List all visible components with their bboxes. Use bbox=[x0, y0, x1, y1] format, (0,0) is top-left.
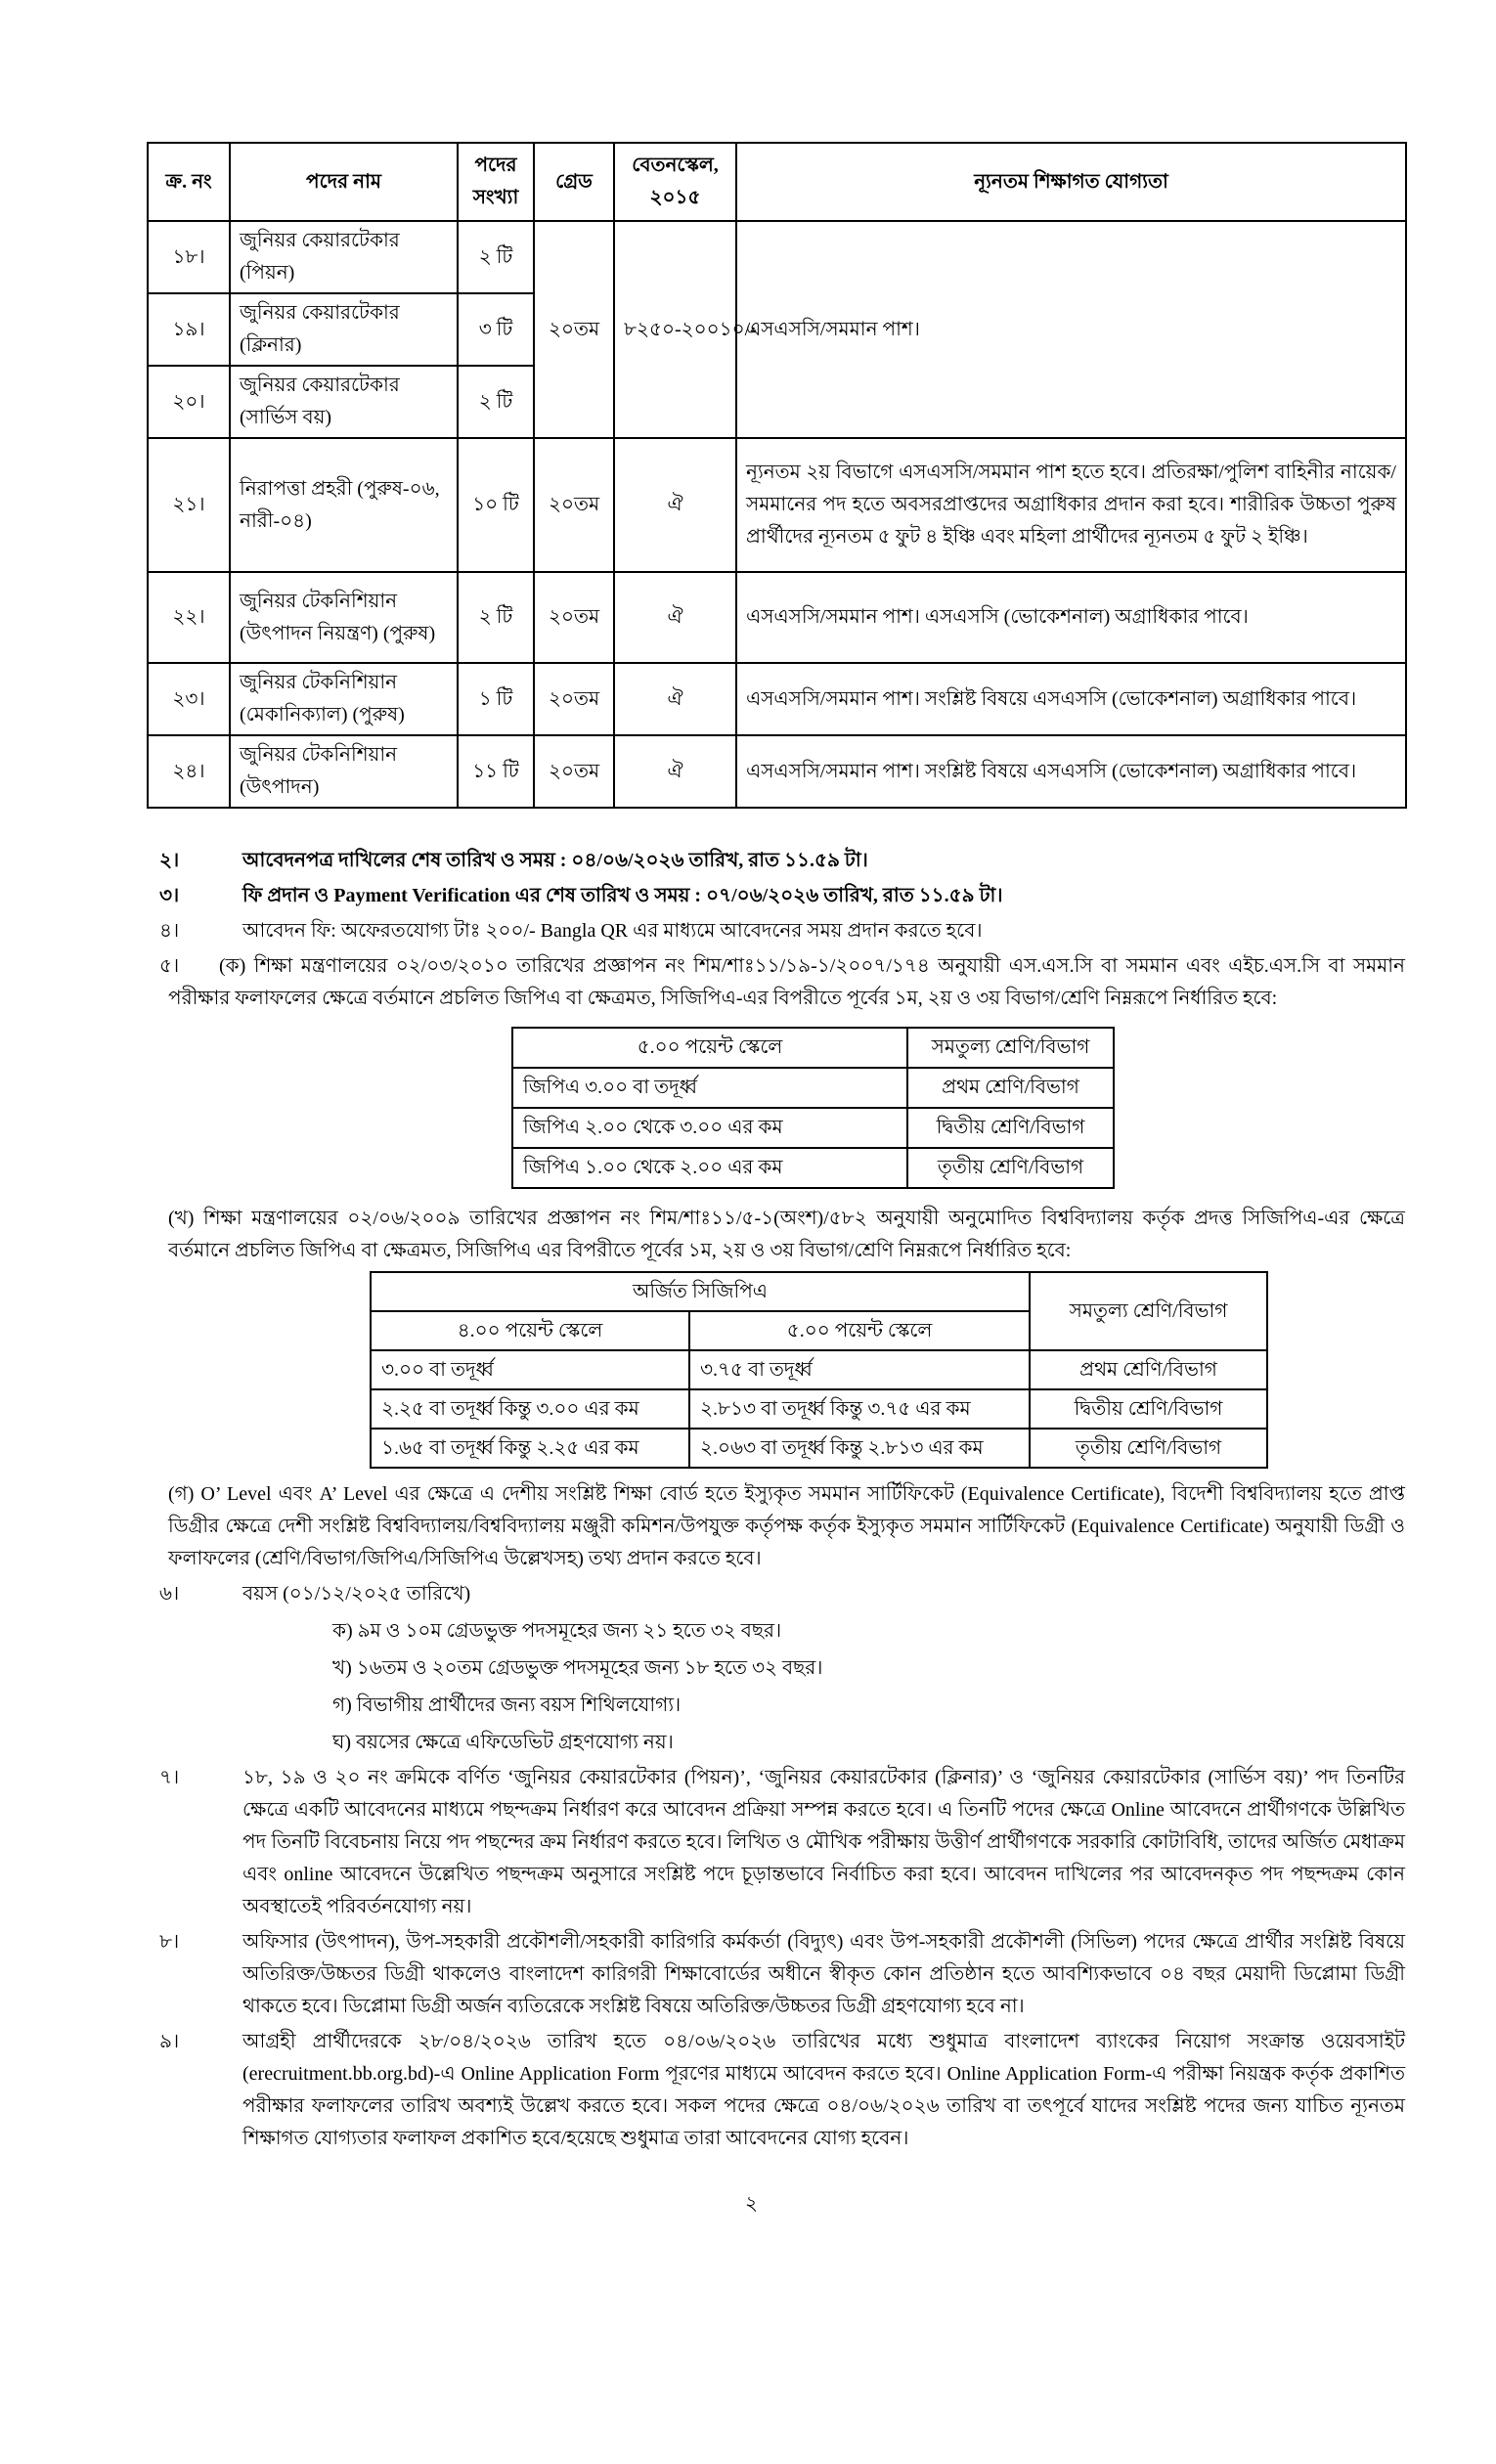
item-9-online-application bbox=[159, 2026, 1405, 2155]
gpa-table-row bbox=[512, 1148, 1114, 1188]
item-number: ৮। bbox=[159, 1931, 180, 1953]
cell-qualification: এসএসসি/সমমান পাশ। সংশ্লিষ্ট বিষয়ে এসএসসি (ভোকেশনাল) অগ্রাধিকার পাবে। bbox=[736, 663, 1406, 735]
gpa-equiv-header: সমতুল্য শ্রেণি/বিভাগ bbox=[907, 1028, 1114, 1068]
col-header-serial: ক্র. নং bbox=[148, 143, 230, 221]
cell-post-count: ২ টি bbox=[458, 572, 534, 663]
col-header-qualification: ন্যূনতম শিক্ষাগত যোগ্যতা bbox=[736, 143, 1406, 221]
item-number: ৬। bbox=[159, 1583, 180, 1605]
item-text: ফি প্রদান ও Payment Verification এর শেষ তারিখ ও সময় : ০৭/০৬/২০২৬ তারিখ, রাত ১১.৫৯ টা। bbox=[242, 885, 1003, 906]
cell-post-count: ১১ টি bbox=[458, 735, 534, 808]
gpa-table-row bbox=[512, 1068, 1114, 1108]
cell-pay-scale: ঐ bbox=[614, 663, 736, 735]
item-5-grade-equivalence bbox=[159, 950, 1405, 1575]
cell-post-name: নিরাপত্তা প্রহরী (পুরুষ-০৬, নারী-০৪) bbox=[230, 438, 458, 572]
gpa-scale-header: ৫.০০ পয়েন্ট স্কেলে bbox=[512, 1028, 907, 1068]
page-number: ২ bbox=[744, 2193, 758, 2215]
cell-post-name: জুনিয়র কেয়ারটেকার (সার্ভিস বয়) bbox=[230, 366, 458, 438]
gpa-range: জিপিএ ৩.০০ বা তদূর্ধ্ব bbox=[512, 1068, 907, 1108]
item-8-diploma-requirement bbox=[159, 1926, 1405, 2023]
cell-post-name: জুনিয়র টেকনিশিয়ান (উৎপাদন) bbox=[230, 735, 458, 808]
cell-post-count: ১ টি bbox=[458, 663, 534, 735]
cell-post-count: ২ টি bbox=[458, 221, 534, 293]
cgpa-equivalence-table bbox=[370, 1271, 1268, 1469]
cell-post-name: জুনিয়র টেকনিশিয়ান (মেকানিক্যাল) (পুরুষ) bbox=[230, 663, 458, 735]
cgpa-scale4-header: ৪.০০ পয়েন্ট স্কেলে bbox=[371, 1311, 689, 1350]
item-5-ka-paragraph: (ক) শিক্ষা মন্ত্রণালয়ের ০২/০৩/২০১০ তারিখের প্রজ্ঞাপন নং শিম/শাঃ১১/১৯-১/২০০৭/১৭৪ অনুযায়ী এস.এস.সি বা সমমান এবং এইচ.এস.সি বা সমমান পরীক্ষার ফলাফলের ক্ষেত্রে বর্তমানে প্রচলিত জিপিএ বা ক্ষেত্রমত, সিজিপিএ-এর বিপরীতে পূর্বের ১ম, ২য় ও ৩য় বিভাগ/শ্রেণি নিম্নরূপে নির্ধারিত হবে: bbox=[168, 955, 1405, 1009]
cell-grade: ২০তম bbox=[534, 663, 614, 735]
posts-table bbox=[147, 142, 1407, 809]
item-text: আগ্রহী প্রার্থীদেরকে ২৮/০৪/২০২৬ তারিখ হতে ০৪/০৬/২০২৬ তারিখের মধ্যে শুধুমাত্র বাংলাদেশ ব্যাংকের নিয়োগ সংক্রান্ত ওয়েবসাইট (erecruitment.bb.org.bd)-এ Online Application Form পূরণের মাধ্যমে আবেদন করতে হবে। Online Application Form-এ পরীক্ষা নিয়ন্ত্রক কর্তৃক প্রকাশিত পরীক্ষার ফলাফলের তারিখ অবশ্যই উল্লেখ করতে হবে। সকল পদের ক্ষেত্রে ০৪/০৬/২০২৬ তারিখ বা তৎপূর্বে যাদের সংশ্লিষ্ট পদের জন্য যাচিত ন্যূনতম শিক্ষাগত যোগ্যতার ফলাফল প্রকাশিত হবে/হয়েছে শুধুমাত্র তারা আবেদনের যোগ্য হবেন। bbox=[242, 2031, 1405, 2149]
cgpa-equiv: তৃতীয় শ্রেণি/বিভাগ bbox=[1030, 1429, 1267, 1468]
age-sub-item: খ) ১৬তম ও ২০তম গ্রেডভুক্ত পদসমূহের জন্য ১৮ হতে ৩২ বছর। bbox=[332, 1657, 823, 1679]
cell-grade: ২০তম bbox=[534, 572, 614, 663]
cell-qualification: ন্যূনতম ২য় বিভাগে এসএসসি/সমমান পাশ হতে হবে। প্রতিরক্ষা/পুলিশ বাহিনীর নায়েক/সমমানের পদ হতে অবসরপ্রাপ্তদের অগ্রাধিকার প্রদান করা হবে। শারীরিক উচ্চতা পুরুষ প্রার্থীদের ন্যূনতম ৫ ফুট ৪ ইঞ্চি এবং মহিলা প্রার্থীদের ন্যূনতম ৫ ফুট ২ ইঞ্চি। bbox=[736, 438, 1406, 572]
item-number: ২। bbox=[159, 850, 180, 871]
cell-post-count: ২ টি bbox=[458, 366, 534, 438]
cell-grade: ২০তম bbox=[534, 438, 614, 572]
gpa-range: জিপিএ ১.০০ থেকে ২.০০ এর কম bbox=[512, 1148, 907, 1188]
cell-post-name: জুনিয়র কেয়ারটেকার (পিয়ন) bbox=[230, 221, 458, 293]
posts-table-header-row bbox=[148, 143, 1406, 221]
cell-qualification: এসএসসি/সমমান পাশ। সংশ্লিষ্ট বিষয়ে এসএসসি (ভোকেশনাল) অগ্রাধিকার পাবে। bbox=[736, 735, 1406, 808]
col-header-pay-scale: বেতনস্কেল, ২০১৫ bbox=[614, 143, 736, 221]
cell-serial: ১৯। bbox=[148, 293, 230, 366]
cgpa-scale5: ৩.৭৫ বা তদূর্ধ্ব bbox=[689, 1350, 1030, 1389]
cell-serial: ২৩। bbox=[148, 663, 230, 735]
cgpa-scale5: ২.০৬৩ বা তদূর্ধ্ব কিন্তু ২.৮১৩ এর কম bbox=[689, 1429, 1030, 1468]
gpa-equiv: প্রথম শ্রেণি/বিভাগ bbox=[907, 1068, 1114, 1108]
cgpa-scale4: ১.৬৫ বা তদূর্ধ্ব কিন্তু ২.২৫ এর কম bbox=[371, 1429, 689, 1468]
item-text: আবেদন ফি: অফেরতযোগ্য টাঃ ২০০/- Bangla QR এর মাধ্যমে আবেদনের সময় প্রদান করতে হবে। bbox=[242, 920, 983, 942]
cell-post-count: ১০ টি bbox=[458, 438, 534, 572]
cgpa-table-top-header-row bbox=[371, 1272, 1267, 1311]
item-3-payment-verification bbox=[159, 880, 1405, 912]
table-row-21 bbox=[148, 438, 1406, 572]
cell-pay-scale: ঐ bbox=[614, 735, 736, 808]
cgpa-scale4: ৩.০০ বা তদূর্ধ্ব bbox=[371, 1350, 689, 1389]
item-text: অফিসার (উৎপাদন), উপ-সহকারী প্রকৌশলী/সহকারী কারিগরি কর্মকর্তা (বিদ্যুৎ) এবং উপ-সহকারী প্রকৌশলী (সিভিল) পদের ক্ষেত্রে প্রার্থীর সংশ্লিষ্ট বিষয়ে অতিরিক্ত/উচ্চতর ডিগ্রী থাকলেও বাংলাদেশ কারিগরী শিক্ষাবোর্ডের অধীনে স্বীকৃত কোন প্রতিষ্ঠান হতে আবশ্যিকভাবে ০৪ বছর মেয়াদী ডিপ্লোমা ডিগ্রী থাকতে হবে। ডিপ্লোমা ডিগ্রী অর্জন ব্যতিরেকে সংশ্লিষ্ট বিষয়ে অতিরিক্ত/উচ্চতর ডিগ্রী গ্রহণযোগ্য হবে না। bbox=[242, 1931, 1405, 2017]
item-text: ১৮, ১৯ ও ২০ নং ক্রমিকে বর্ণিত ‘জুনিয়র কেয়ারটেকার (পিয়ন)’, ‘জুনিয়র কেয়ারটেকার (ক্লিনার)’ ও ‘জুনিয়র কেয়ারটেকার (সার্ভিস বয়)’ পদ তিনটির ক্ষেত্রে একটি আবেদনের মাধ্যমে পছন্দক্রম নির্ধারণ করে আবেদন প্রক্রিয়া সম্পন্ন করতে হবে। এ তিনটি পদের ক্ষেত্রে Online আবেদনে প্রার্থীগণকে উল্লিখিত পদ তিনটি বিবেচনায় নিয়ে পদ পছন্দের ক্রম নির্ধারণ করতে হবে। লিখিত ও মৌখিক পরীক্ষায় উত্তীর্ণ প্রার্থীগণকে সরকারি কোটাবিধি, তাদের অর্জিত মেধাক্রম এবং online আবেদনে উল্লেখিত পছন্দক্রম অনুসারে সংশ্লিষ্ট পদে চূড়ান্তভাবে নির্বাচিত করা হবে। আবেদন দাখিলের পর আবেদনকৃত পদ পছন্দক্রম কোন অবস্থাতেই পরিবর্তনযোগ্য নয়। bbox=[242, 1767, 1405, 1917]
cell-serial: ২০। bbox=[148, 366, 230, 438]
cgpa-earned-header: অর্জিত সিজিপিএ bbox=[371, 1272, 1030, 1311]
cgpa-table-row bbox=[371, 1389, 1267, 1429]
cell-pay-scale-merged: ৮২৫০-২০০১০/- bbox=[614, 221, 736, 438]
age-title: বয়স (০১/১২/২০২৫ তারিখে) bbox=[242, 1583, 471, 1605]
gpa-table-row bbox=[512, 1108, 1114, 1148]
cell-pay-scale: ঐ bbox=[614, 438, 736, 572]
table-row-24 bbox=[148, 735, 1406, 808]
gpa-range: জিপিএ ২.০০ থেকে ৩.০০ এর কম bbox=[512, 1108, 907, 1148]
cgpa-table-row bbox=[371, 1350, 1267, 1389]
cgpa-scale5-header: ৫.০০ পয়েন্ট স্কেলে bbox=[689, 1311, 1030, 1350]
item-5-ga-paragraph: (গ) O’ Level এবং A’ Level এর ক্ষেত্রে এ দেশীয় সংশ্লিষ্ট শিক্ষা বোর্ড হতে ইস্যুকৃত সমমান সার্টিফিকেট (Equivalence Certificate), বিদেশী বিশ্ববিদ্যালয় হতে প্রাপ্ত ডিগ্রীর ক্ষেত্রে দেশী সংশ্লিষ্ট বিশ্ববিদ্যালয়/বিশ্ববিদ্যালয় মঞ্জুরী কমিশন/উপযুক্ত কর্তৃপক্ষ কর্তৃক ইস্যুকৃত সমমান সার্টিফিকেট (Equivalence Certificate) অনুযায়ী ডিগ্রী ও ফলাফলের (শ্রেণি/বিভাগ/জিপিএ/সিজিপিএ উল্লেখসহ) তথ্য প্রদান করতে হবে। bbox=[168, 1483, 1405, 1569]
cgpa-equiv: প্রথম শ্রেণি/বিভাগ bbox=[1030, 1350, 1267, 1389]
cell-grade-merged: ২০তম bbox=[534, 221, 614, 438]
cell-qualification: এসএসসি/সমমান পাশ। এসএসসি (ভোকেশনাল) অগ্রাধিকার পাবে। bbox=[736, 572, 1406, 663]
gpa-equivalence-table bbox=[511, 1027, 1115, 1189]
age-sub-item: ক) ৯ম ও ১০ম গ্রেডভুক্ত পদসমূহের জন্য ২১ হতে ৩২ বছর। bbox=[332, 1620, 782, 1642]
item-6-body bbox=[242, 1578, 1405, 1759]
item-6-age bbox=[159, 1578, 1405, 1759]
item-number: ৭। bbox=[159, 1767, 180, 1788]
table-row-18 bbox=[148, 221, 1406, 293]
item-5-kha-paragraph: (খ) শিক্ষা মন্ত্রণালয়ের ০২/০৬/২০০৯ তারিখের প্রজ্ঞাপন নং শিম/শাঃ১১/৫-১(অংশ)/৫৮২ অনুযায়ী অনুমোদিত বিশ্ববিদ্যালয় কর্তৃক প্রদত্ত সিজিপিএ-এর ক্ষেত্রে বর্তমানে প্রচলিত জিপিএ বা ক্ষেত্রমত, সিজিপিএ এর বিপরীতে পূর্বের ১ম, ২য় ও ৩য় বিভাগ/শ্রেণি নিম্নরূপে নির্ধারিত হবে: bbox=[168, 1208, 1405, 1261]
col-header-post-name: পদের নাম bbox=[230, 143, 458, 221]
cell-post-name: জুনিয়র কেয়ারটেকার (ক্লিনার) bbox=[230, 293, 458, 366]
item-number: ৩। bbox=[159, 885, 180, 906]
cell-serial: ২৪। bbox=[148, 735, 230, 808]
cell-qualification-merged: এসএসসি/সমমান পাশ। bbox=[736, 221, 1406, 438]
cell-post-name: জুনিয়র টেকনিশিয়ান (উৎপাদন নিয়ন্ত্রণ) (পুরুষ) bbox=[230, 572, 458, 663]
item-text: আবেদনপত্র দাখিলের শেষ তারিখ ও সময় : ০৪/০৬/২০২৬ তারিখ, রাত ১১.৫৯ টা। bbox=[242, 850, 868, 871]
cell-serial: ১৮। bbox=[148, 221, 230, 293]
gpa-equiv: তৃতীয় শ্রেণি/বিভাগ bbox=[907, 1148, 1114, 1188]
cgpa-scale5: ২.৮১৩ বা তদূর্ধ্ব কিন্তু ৩.৭৫ এর কম bbox=[689, 1389, 1030, 1429]
cgpa-scale4: ২.২৫ বা তদূর্ধ্ব কিন্তু ৩.০০ এর কম bbox=[371, 1389, 689, 1429]
col-header-grade: গ্রেড bbox=[534, 143, 614, 221]
cgpa-equiv: দ্বিতীয় শ্রেণি/বিভাগ bbox=[1030, 1389, 1267, 1429]
conditions-list bbox=[98, 845, 1405, 2155]
age-sub-item: গ) বিভাগীয় প্রার্থীদের জন্য বয়স শিথিলযোগ্য। bbox=[332, 1694, 682, 1716]
cell-grade: ২০তম bbox=[534, 735, 614, 808]
age-sub-list bbox=[332, 1615, 1405, 1759]
item-4-application-fee bbox=[159, 915, 1405, 947]
item-2-deadline bbox=[159, 845, 1405, 877]
item-number: ৫। bbox=[159, 955, 180, 977]
item-number: ৯। bbox=[159, 2031, 180, 2052]
table-row-23 bbox=[148, 663, 1406, 735]
table-row-22 bbox=[148, 572, 1406, 663]
cgpa-table-row bbox=[371, 1429, 1267, 1468]
cell-serial: ২২। bbox=[148, 572, 230, 663]
item-number: ৪। bbox=[159, 920, 180, 942]
col-header-post-count: পদের সংখ্যা bbox=[458, 143, 534, 221]
cell-serial: ২১। bbox=[148, 438, 230, 572]
cgpa-equiv-header: সমতুল্য শ্রেণি/বিভাগ bbox=[1030, 1272, 1267, 1350]
item-7-preference-order bbox=[159, 1762, 1405, 1923]
cell-post-count: ৩ টি bbox=[458, 293, 534, 366]
gpa-table-header-row bbox=[512, 1028, 1114, 1068]
cell-pay-scale: ঐ bbox=[614, 572, 736, 663]
gpa-equiv: দ্বিতীয় শ্রেণি/বিভাগ bbox=[907, 1108, 1114, 1148]
age-sub-item: ঘ) বয়সের ক্ষেত্রে এফিডেভিট গ্রহণযোগ্য নয়। bbox=[332, 1732, 674, 1753]
